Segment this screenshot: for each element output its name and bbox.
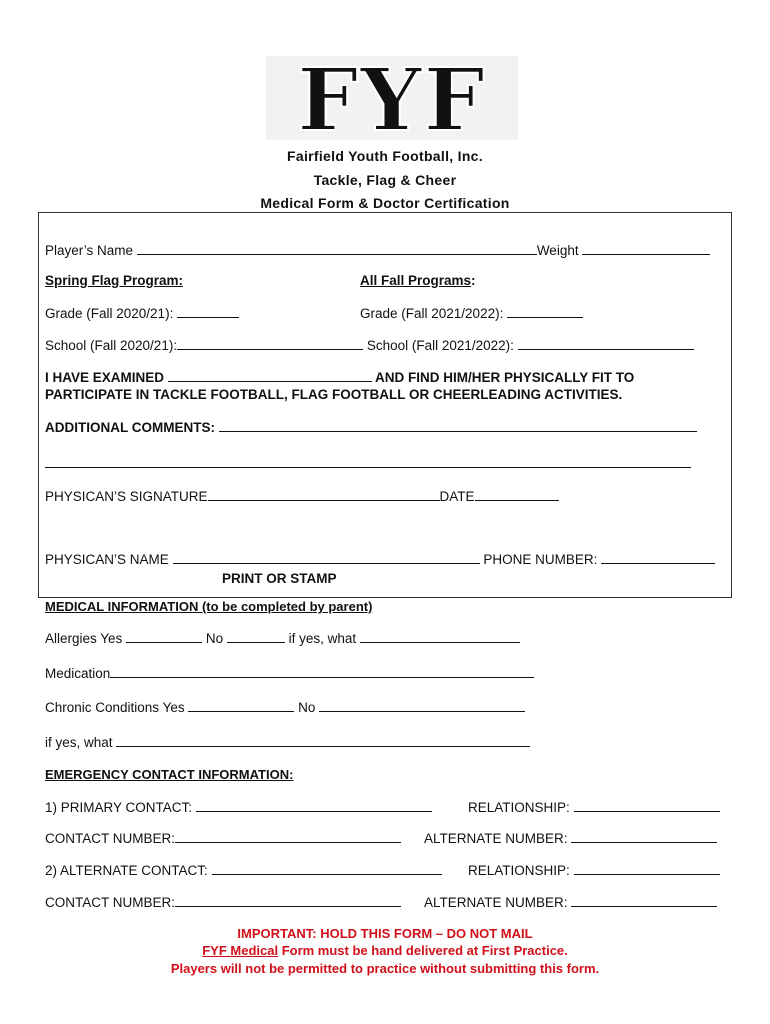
- primary-relationship-field[interactable]: [574, 799, 720, 812]
- date-label: DATE: [439, 489, 475, 504]
- medication-field[interactable]: [110, 665, 534, 678]
- school-spring-label: School (Fall 2020/21):: [45, 338, 178, 353]
- primary-contact-field[interactable]: [196, 799, 432, 812]
- exam-part2: AND FIND HIM/HER PHYSICALLY FIT TO: [375, 370, 635, 385]
- allergies-label: Allergies Yes: [45, 631, 123, 646]
- logo-text: FYF: [297, 56, 487, 140]
- allergies-no-label: No: [205, 631, 224, 646]
- grade-fall-row: [360, 305, 583, 321]
- alternate-alternate-number-label: ALTERNATE NUMBER:: [424, 895, 568, 910]
- allergies-row: [45, 630, 520, 646]
- players-name-label: Player’s Name: [45, 243, 134, 258]
- signature-label: PHYSICAN’S SIGNATURE: [45, 489, 208, 504]
- spring-flag-heading: Spring Flag Program:: [45, 273, 184, 288]
- signature-field[interactable]: [208, 488, 440, 501]
- examined-name-field[interactable]: [168, 369, 372, 382]
- warning-notice: Players will not be permitted to practice without submitting this form.: [170, 961, 600, 976]
- phone-field[interactable]: [601, 551, 715, 564]
- chronic-row: [45, 699, 525, 715]
- print-or-stamp: PRINT OR STAMP: [222, 571, 337, 586]
- comments-field-line2[interactable]: [45, 455, 691, 473]
- school-row: [45, 337, 694, 353]
- comments-row: [45, 419, 697, 435]
- alternate-contact-number-field[interactable]: [175, 894, 401, 907]
- primary-alternate-number-field[interactable]: [571, 830, 717, 843]
- school-spring-field[interactable]: [177, 337, 363, 350]
- alternate-contact-field[interactable]: [212, 862, 442, 875]
- primary-alternate-number-label: ALTERNATE NUMBER:: [424, 831, 568, 846]
- alternate-relationship-field[interactable]: [574, 862, 720, 875]
- primary-contact-row: [45, 799, 432, 815]
- weight-field[interactable]: [582, 242, 710, 255]
- fall-programs-label: All Fall Programs: [360, 273, 472, 288]
- date-field[interactable]: [475, 488, 559, 501]
- medication-label: Medication: [45, 666, 111, 681]
- delivery-notice: [0, 943, 770, 958]
- fyf-medical-text: FYF Medical: [202, 943, 279, 958]
- grade-spring-field[interactable]: [177, 305, 239, 318]
- allergies-yes-field[interactable]: [126, 630, 202, 643]
- if-yes-field[interactable]: [116, 734, 530, 747]
- allergies-what-label: if yes, what: [288, 631, 357, 646]
- alternate-number-row: [45, 894, 401, 910]
- programs-title: Tackle, Flag & Cheer: [313, 172, 457, 188]
- chronic-no-field[interactable]: [319, 699, 525, 712]
- grade-fall-field[interactable]: [507, 305, 583, 318]
- primary-contact-number-label: CONTACT NUMBER:: [45, 831, 176, 846]
- alternate-alternate-number-row: [424, 894, 717, 910]
- allergies-no-field[interactable]: [227, 630, 285, 643]
- fall-programs-heading: [360, 273, 476, 288]
- emergency-heading: EMERGENCY CONTACT INFORMATION:: [45, 767, 294, 782]
- primary-contact-number-field[interactable]: [175, 830, 401, 843]
- alternate-alternate-number-field[interactable]: [571, 894, 717, 907]
- exam-statement-line2: PARTICIPATE IN TACKLE FOOTBALL, FLAG FOOTBALL OR CHEERLEADING ACTIVITIES.: [45, 387, 623, 402]
- medication-row: [45, 665, 534, 681]
- exam-part1: I HAVE EXAMINED: [45, 370, 165, 385]
- chronic-label: Chronic Conditions Yes: [45, 700, 185, 715]
- players-name-row: [45, 242, 710, 258]
- delivery-text: Form must be hand delivered at First Practice.: [278, 943, 568, 958]
- primary-relationship-row: [468, 799, 720, 815]
- grade-spring-row: [45, 305, 239, 321]
- fyf-logo: [266, 56, 518, 140]
- primary-number-row: [45, 830, 401, 846]
- if-yes-label: if yes, what: [45, 735, 113, 750]
- fall-programs-colon: :: [471, 273, 476, 288]
- alternate-relationship-row: [468, 862, 720, 878]
- medical-heading: MEDICAL INFORMATION (to be completed by parent): [45, 599, 373, 614]
- allergies-what-field[interactable]: [360, 630, 520, 643]
- org-name: Fairfield Youth Football, Inc.: [287, 148, 483, 164]
- grade-spring-label: Grade (Fall 2020/21):: [45, 306, 174, 321]
- primary-relationship-label: RELATIONSHIP:: [468, 800, 570, 815]
- physician-name-label: PHYSICAN’S NAME: [45, 552, 169, 567]
- grade-fall-label: Grade (Fall 2021/2022):: [360, 306, 504, 321]
- alternate-contact-row: [45, 862, 442, 878]
- primary-contact-label: 1) PRIMARY CONTACT:: [45, 800, 193, 815]
- exam-statement-line1: [45, 369, 634, 385]
- phone-label: PHONE NUMBER:: [483, 552, 598, 567]
- school-fall-label: School (Fall 2021/2022):: [366, 338, 514, 353]
- alternate-relationship-label: RELATIONSHIP:: [468, 863, 570, 878]
- comments-label: ADDITIONAL COMMENTS:: [45, 420, 215, 435]
- alternate-contact-number-label: CONTACT NUMBER:: [45, 895, 176, 910]
- players-name-field[interactable]: [137, 242, 537, 255]
- primary-alternate-number-row: [424, 830, 717, 846]
- weight-label: Weight: [536, 243, 579, 258]
- chronic-no-label: No: [298, 700, 316, 715]
- physician-name-row: [45, 551, 715, 567]
- form-title: Medical Form & Doctor Certification: [260, 195, 510, 211]
- doctor-certification-box: [38, 212, 732, 598]
- comments-field[interactable]: [219, 419, 697, 432]
- if-yes-row: [45, 734, 530, 750]
- school-fall-field[interactable]: [518, 337, 694, 350]
- important-notice: IMPORTANT: HOLD THIS FORM – DO NOT MAIL: [237, 926, 533, 941]
- physician-name-field[interactable]: [173, 551, 480, 564]
- alternate-contact-label: 2) ALTERNATE CONTACT:: [45, 863, 208, 878]
- chronic-yes-field[interactable]: [188, 699, 294, 712]
- signature-row: [45, 488, 559, 504]
